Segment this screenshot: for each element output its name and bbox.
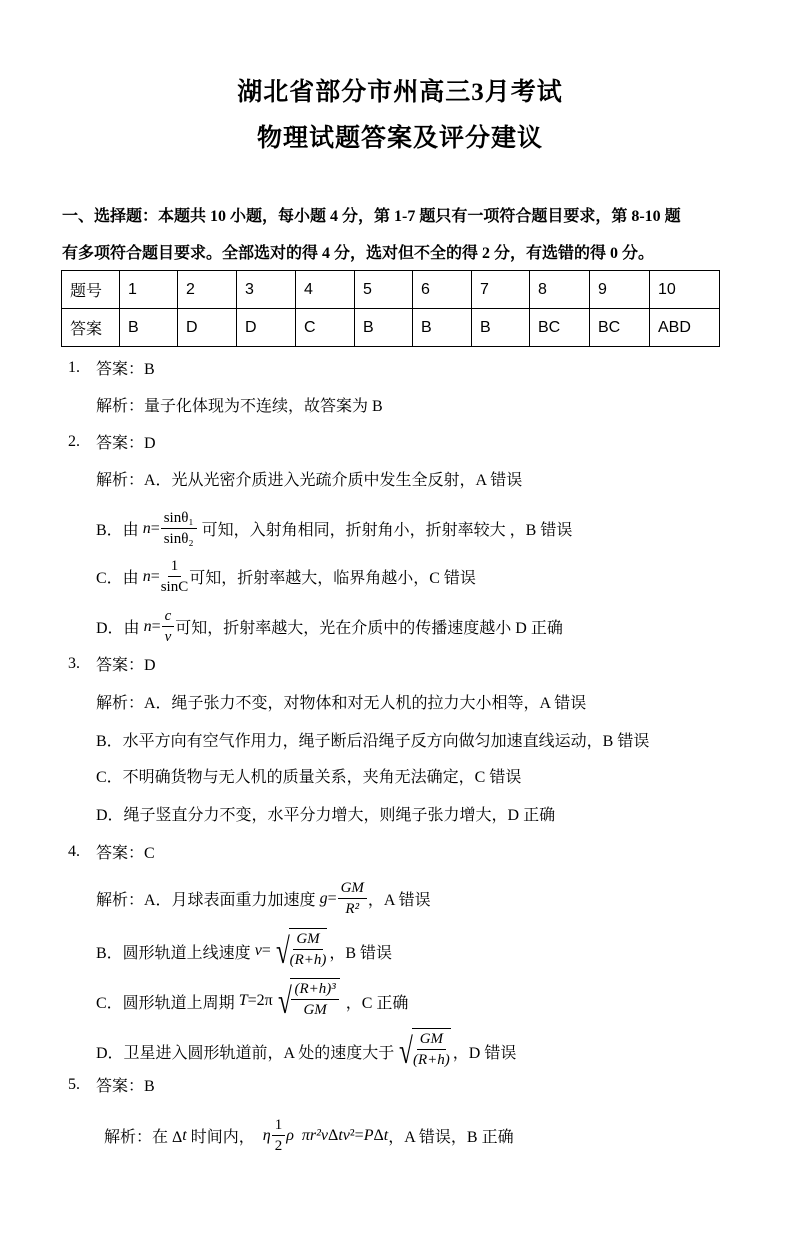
text: 答案：D [96,435,156,452]
text: ，B 错误 [329,944,393,962]
text: = [327,889,337,907]
question-answer-line [68,356,155,379]
table-cell: 答案 [62,309,120,347]
table-cell: 10 [650,271,720,309]
text: C．不明确货物与无人机的质量关系，夹角无法确定，C 错误 [96,769,522,786]
text: Δ [328,1126,339,1144]
fraction [338,878,367,919]
text: B．圆形轨道上线速度 [96,944,255,962]
math-symbol: T [238,992,248,1009]
denominator: sinC [160,579,189,595]
table-cell: 9 [590,271,650,309]
fraction [413,1029,450,1074]
table-cell: ABD [650,309,720,347]
explanation-line [96,978,408,1024]
explanation-line [96,393,383,416]
question-number: 4. [68,842,80,860]
fraction [290,929,327,974]
fraction [161,508,197,549]
text: 可知，折射率越大，临界角越小，C 错误 [189,570,476,587]
numerator: GM [417,1029,446,1050]
table-cell: D [178,309,237,347]
text: ，D 错误 [452,1044,517,1062]
page-subtitle: 物理试题答案及评分建议 [256,125,543,152]
numerator: GM [293,929,322,950]
radicand [289,928,328,974]
section-intro-line-1: 一、选择题：本题共 10 小题，每小题 4 分，第 1-7 题只有一项符合题目要求，第 8-10 题 [62,208,681,225]
table-row-answers [62,309,720,347]
denominator: (R+h) [289,952,327,968]
table-cell: 3 [237,271,296,309]
table-cell: 4 [296,271,355,309]
explanation-line [96,802,555,825]
denominator: GM [303,1002,327,1018]
explanation-line [96,508,572,549]
math-symbol: ρ πr²v [286,1126,329,1144]
square-root [396,1028,451,1074]
table-cell: 1 [120,271,178,309]
math-symbol: P [363,1126,374,1144]
table-cell: B [355,309,413,347]
text: ，A 错误 [367,892,431,909]
fraction [162,606,175,647]
question-number: 5. [68,1075,80,1093]
numerator: sinθ₁ [161,508,197,529]
text: 解析：量子化体现为不连续，故答案为 B [96,398,383,415]
denominator: 2 [274,1138,283,1154]
table-row-numbers [62,271,720,309]
text: = [150,567,160,585]
math-symbol: v [254,942,262,959]
table-cell: B [120,309,178,347]
table-cell: 7 [472,271,530,309]
text: C．圆形轨道上周期 [96,994,239,1012]
text: 解析：A．月球表面重力加速度 [96,892,320,909]
numerator: 1 [272,1115,286,1136]
table-cell: 题号 [62,271,120,309]
math-symbol: g [319,889,328,907]
math-symbol: t [383,1126,389,1144]
text: 答案：D [96,657,156,674]
text: = [151,617,161,635]
explanation-line [96,728,649,751]
numerator: (R+h)³ [291,979,338,1000]
page-title: 湖北省部分市州高三3月考试 [237,79,563,106]
explanation-line [96,467,522,490]
math-symbol: n [142,519,151,537]
question-answer-line [68,652,156,675]
numerator: 1 [168,556,182,577]
denominator: v [164,629,172,645]
math-symbol: tv [338,1126,350,1144]
table-cell: C [296,309,355,347]
square-root [273,928,328,974]
text: 答案：B [96,361,155,378]
question-number: 3. [68,654,80,672]
text: ，C 正确 [341,994,409,1012]
text: D．由 [96,620,144,637]
table-cell: B [413,309,472,347]
fraction [291,979,338,1024]
table-cell: BC [530,309,590,347]
text: = [150,519,160,537]
text: 答案：B [96,1078,155,1095]
math-symbol: t [182,1126,187,1144]
text: ²= [349,1126,364,1144]
fraction [161,556,189,597]
text: C．由 [96,570,143,587]
explanation-line [96,928,392,974]
radicand [412,1028,451,1074]
table-cell: BC [590,309,650,347]
math-symbol: n [142,567,151,585]
text: 解析：A．光从光密介质进入光疏介质中发生全反射，A 错误 [96,472,523,489]
explanation-line [96,606,563,647]
section-intro-line-2: 有多项符合题目要求。全部选对的得 4 分，选对但不全的得 2 分，有选错的得 0 分。 [62,245,655,262]
explanation-line [96,1028,516,1074]
text: Δ [373,1126,384,1144]
explanation-line [96,878,431,919]
radical-sign-icon: √ [275,931,290,971]
table-cell: 6 [413,271,472,309]
explanation-line [96,764,521,787]
text: 答案：C [96,845,155,862]
question-answer-line [68,1073,155,1096]
table-cell: 5 [355,271,413,309]
question-number: 1. [68,358,80,376]
square-root [275,978,340,1024]
text: ，A 错误，B 正确 [388,1129,514,1146]
table-cell: 8 [530,271,590,309]
radicand [290,978,339,1024]
question-answer-line [68,430,156,453]
math-symbol: η [262,1126,271,1144]
table-cell: 2 [178,271,237,309]
fraction [272,1115,286,1156]
table-cell: D [237,309,296,347]
table-cell: B [472,309,530,347]
text: 可知，入射角相同，折射角小，折射率较大 ，B 错误 [197,522,573,539]
text: 可知，折射率越大，光在介质中的传播速度越小 D 正确 [175,620,563,637]
denominator: sinθ₂ [163,531,194,547]
question-answer-line [68,840,155,863]
text: =2π [247,992,273,1009]
text: 时间内， [186,1129,263,1146]
radical-sign-icon: √ [399,1031,414,1071]
question-number: 2. [68,432,80,450]
text: D．卫星进入圆形轨道前，A 处的速度大于 [96,1044,395,1062]
denominator: R² [345,901,360,917]
text: B．由 [96,522,143,539]
radical-sign-icon: √ [277,981,292,1021]
explanation-line [96,556,476,597]
explanation-line [104,1115,514,1156]
text: = [261,942,271,959]
text: D．绳子竖直分力不变，水平分力增大，则绳子张力增大，D 正确 [96,807,556,824]
explanation-line [96,690,586,713]
denominator: (R+h) [413,1052,450,1068]
text: 解析：A．绳子张力不变，对物体和对无人机的拉力大小相等，A 错误 [96,695,587,712]
numerator: c [162,606,175,627]
text: B．水平方向有空气作用力，绳子断后沿绳子反方向做匀加速直线运动，B 错误 [96,733,650,750]
math-symbol: n [143,617,152,635]
numerator: GM [338,878,367,899]
text: 解析：在 Δ [104,1129,183,1146]
answer-table [61,270,720,347]
